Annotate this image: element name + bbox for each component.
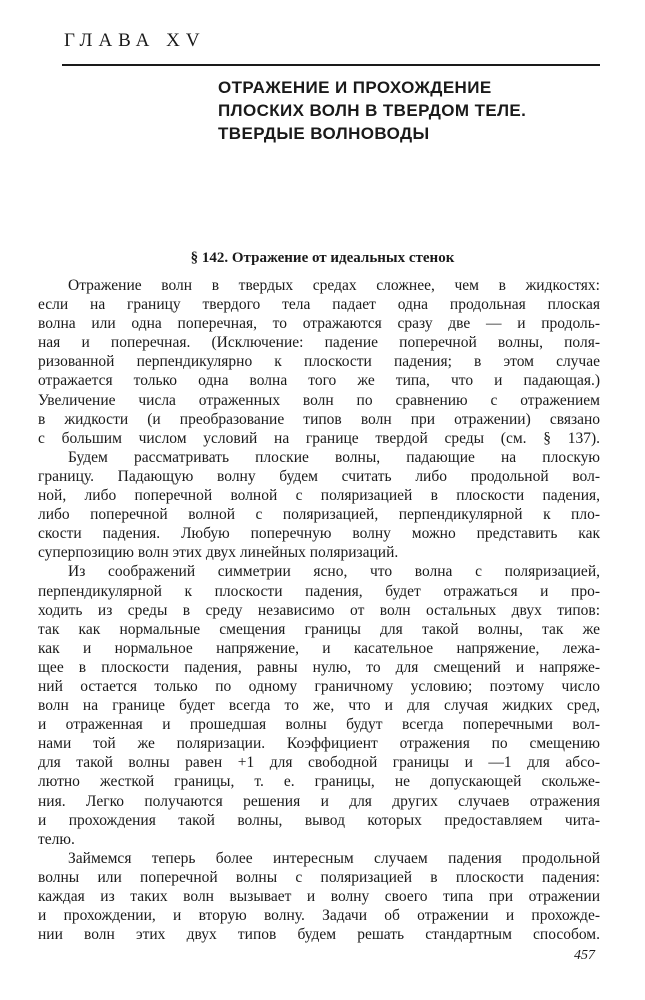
- text-line: Отражение волн в твердых средах сложнее, чем в жидкостях:: [68, 277, 600, 294]
- text-line: Займемся теперь более интересным случаем падения продольной: [68, 849, 600, 867]
- chapter-title: [218, 76, 608, 145]
- chapter-rule: [62, 64, 600, 66]
- text-line: суперпозицию волн этих двух линейных поляризаций.: [38, 544, 399, 562]
- text-line: отражается только одна волна того же типа, что и падающая.): [38, 372, 600, 390]
- text-line: щее в плоскости падения, равны нулю, то для смещений и напряже-: [38, 658, 600, 676]
- text-line: ной, либо поперечной волной с поляризацией в плоскости падения,: [38, 487, 600, 505]
- text-line: ризованной перпендикулярно к плоскости падения; в этом случае: [38, 353, 600, 371]
- text-line: границу. Падающую волну будем считать либо продольной вол-: [38, 467, 600, 485]
- text-line: ния. Легко получаются решения и для других случаев отражения: [38, 792, 600, 810]
- body-text: [38, 276, 600, 944]
- page-number: 457: [574, 948, 595, 963]
- text-line: волна или одна поперечная, то отражаются сразу две — и продоль-: [38, 315, 600, 333]
- text-line: волн на границе будет всегда то же, что и для случая жидких сред,: [38, 697, 600, 715]
- text-line: лютно жесткой границы, т. е. границы, не допускающей скольже-: [38, 773, 600, 791]
- chapter-title-line: ТВЕРДЫЕ ВОЛНОВОДЫ: [218, 124, 430, 143]
- text-line: ходить из среды в среду независимо от волн остальных двух типов:: [38, 601, 600, 619]
- text-line: если на границу твердого тела падает одна продольная плоская: [38, 296, 600, 314]
- chapter-label: ГЛАВА XV: [64, 30, 206, 51]
- text-line: в жидкости (и преобразование типов волн при отражении) связано: [38, 410, 600, 428]
- chapter-title-line: ОТРАЖЕНИЕ И ПРОХОЖДЕНИЕ: [218, 78, 492, 97]
- text-line: волны или поперечной волны с поляризацией в плоскости падения:: [38, 868, 600, 886]
- text-line: так как нормальные смещения границы для такой волны, так же: [38, 620, 600, 638]
- text-line: каждая из таких волн вызывает и волну своего типа при отражении: [38, 888, 600, 905]
- text-line: скости падения. Любую поперечную волну можно представить как: [38, 525, 600, 543]
- text-line: ний остается только по одному граничному условию; поэтому число: [38, 677, 600, 695]
- text-line: с большим числом условий на границе твердой среды (см. § 137).: [38, 429, 600, 447]
- text-line: нии волн этих двух типов будем решать стандартным способом.: [38, 926, 600, 944]
- text-line: и прохождения такой волны, вывод которых предоставляем чита-: [38, 811, 600, 829]
- text-line: Будем рассматривать плоские волны, падающие на плоскую: [68, 448, 600, 466]
- text-line: и прохождении, и вторую волну. Задачи об отражении и прохожде-: [38, 907, 600, 925]
- text-line: нами той же поляризации. Коэффициент отражения по смещению: [38, 735, 600, 753]
- text-line: Увеличение числа отраженных волн по сравнению с отражением: [38, 391, 600, 409]
- text-line: ная и поперечная. (Исключение: падение поперечной волны, поля-: [38, 334, 600, 352]
- text-line: как и нормальное напряжение, и касательное напряжение, лежа-: [38, 639, 600, 657]
- chapter-title-line: ПЛОСКИХ ВОЛН В ТВЕРДОМ ТЕЛЕ.: [218, 101, 527, 120]
- text-line: и отраженная и прошедшая волны будут всегда поперечными вол-: [38, 716, 600, 734]
- text-line: перпендикулярной к плоскости падения, будет отражаться и про-: [38, 582, 600, 600]
- section-heading: § 142. Отражение от идеальных стенок: [190, 250, 455, 266]
- text-line: для такой волны равен +1 для свободной границы и —1 для абсо-: [38, 754, 600, 772]
- text-line: телю.: [38, 830, 75, 848]
- text-line: Из соображений симметрии ясно, что волна с поляризацией,: [68, 563, 600, 581]
- text-line: либо поперечной волной с поляризацией, перпендикулярной к пло-: [38, 506, 600, 524]
